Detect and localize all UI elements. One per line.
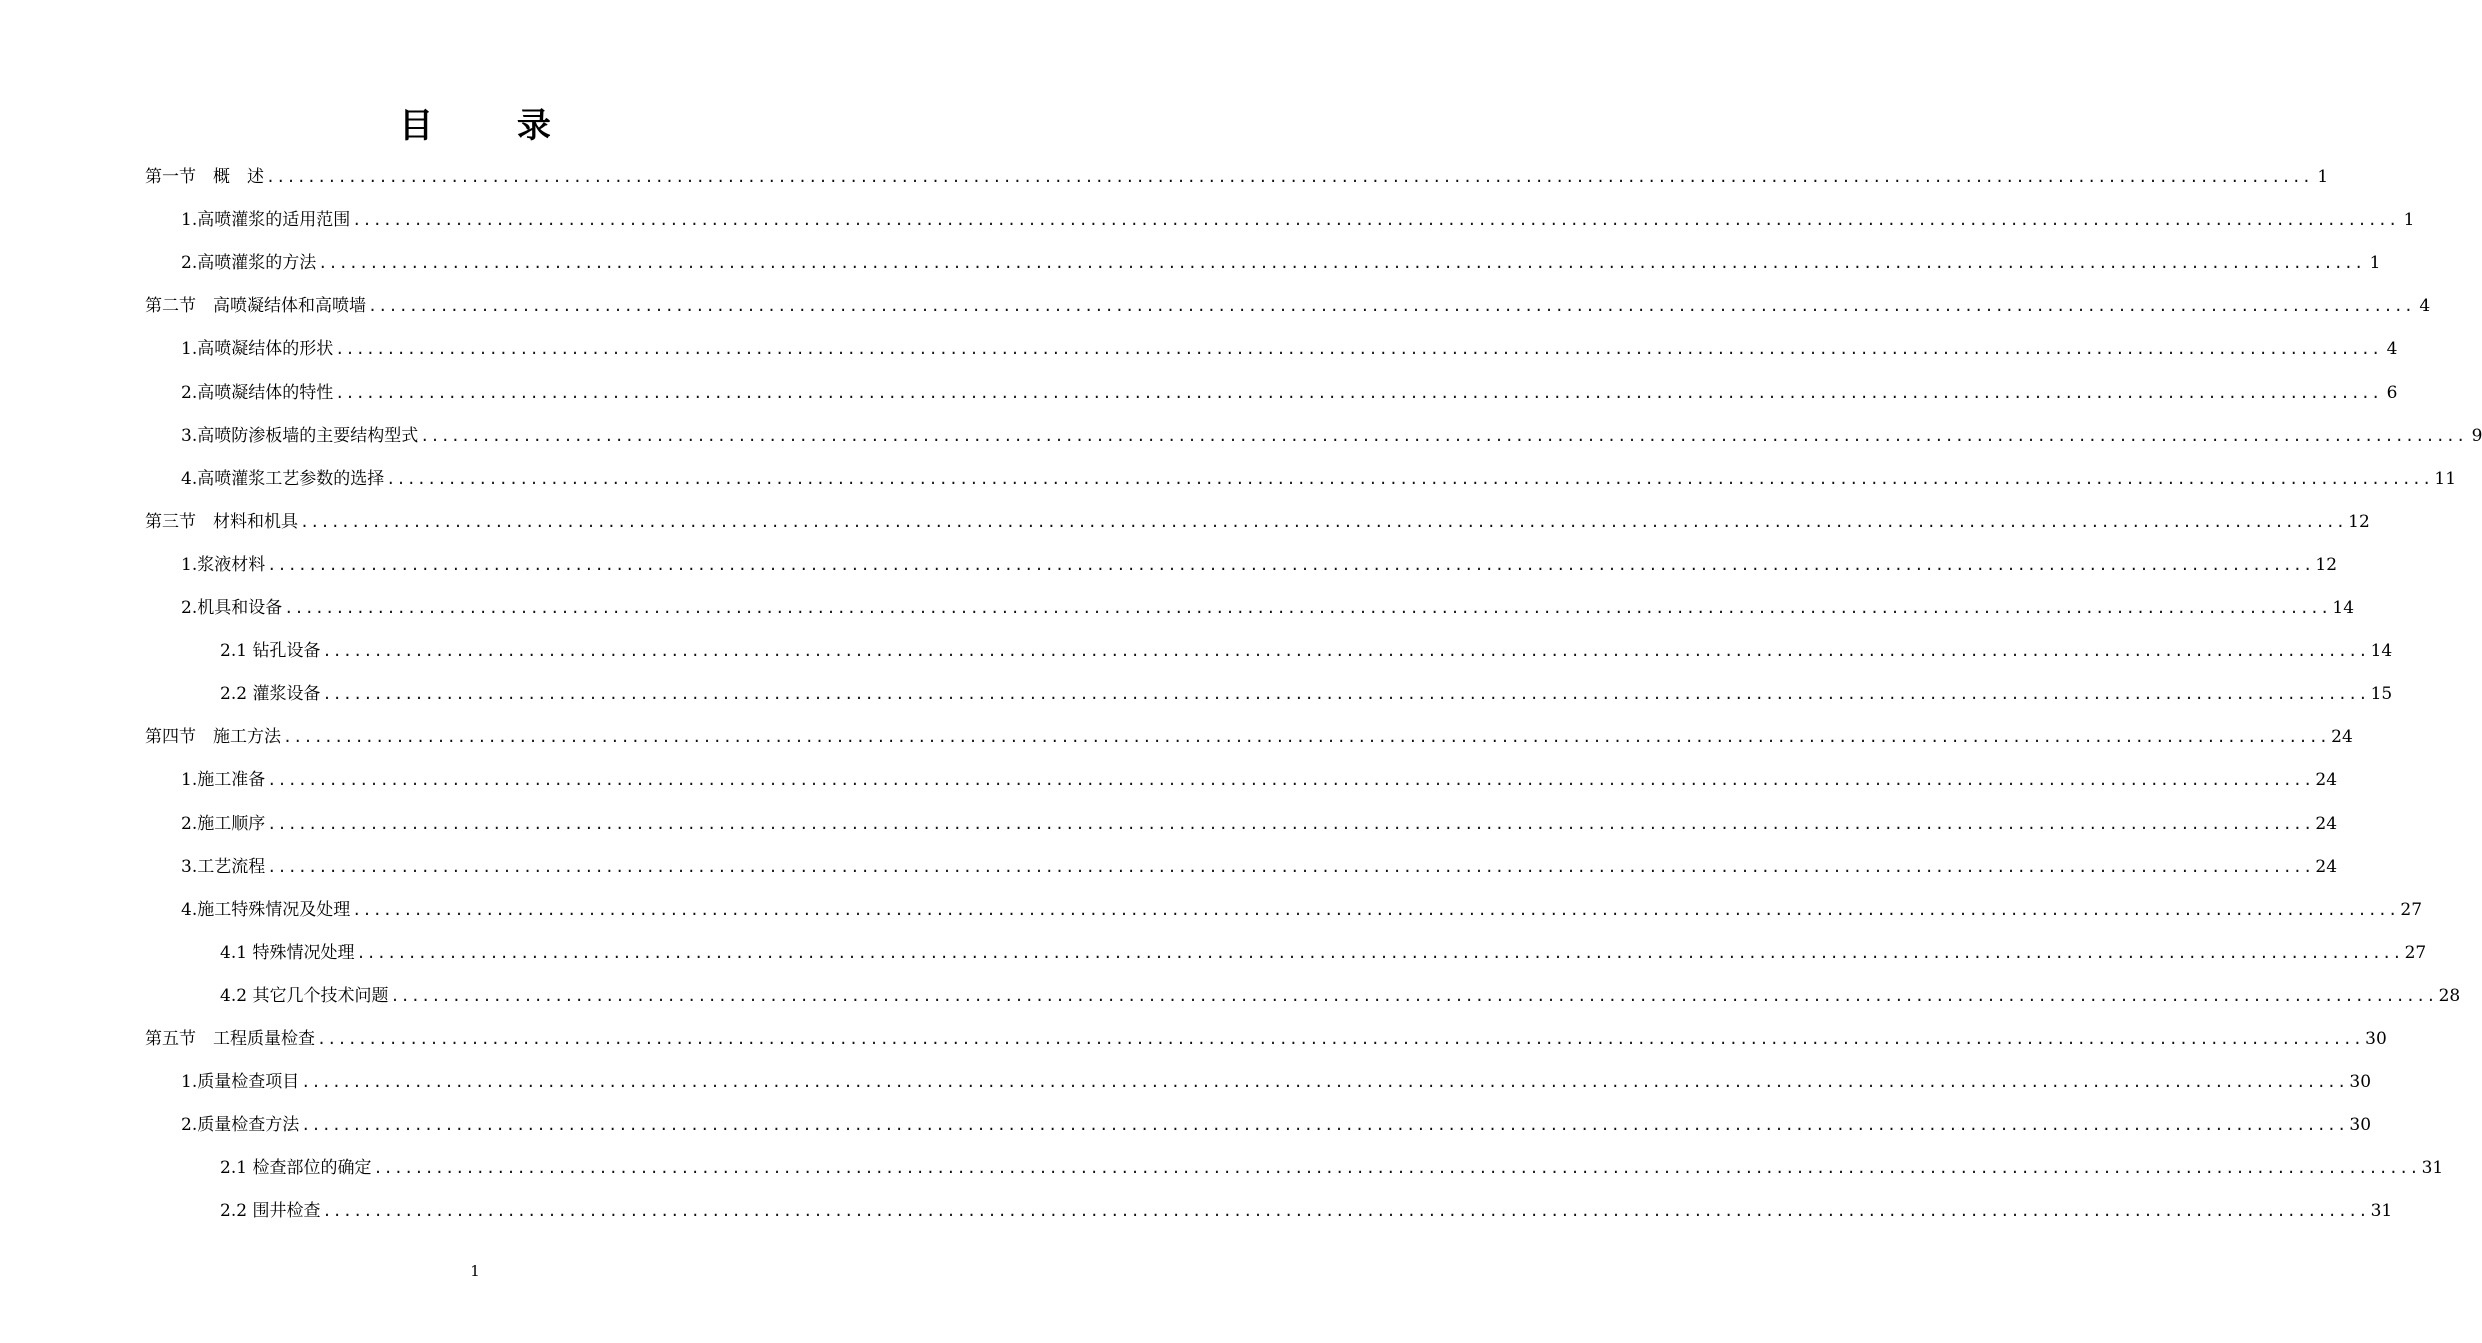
toc-entry[interactable] (181, 421, 2482, 451)
toc-entry-label: 4.1 特殊情况处理 (220, 942, 355, 963)
toc-entry[interactable] (220, 1153, 2444, 1183)
toc-entry-label: 4.高喷灌浆工艺参数的选择 (181, 468, 385, 489)
toc-entry[interactable] (181, 378, 2398, 408)
dot-leader: ........................................................................................................................................................................................................ (267, 771, 2314, 790)
toc-entry[interactable] (181, 205, 2415, 235)
toc-entry[interactable] (145, 722, 2353, 752)
toc-entry[interactable] (220, 1196, 2393, 1226)
dot-leader: ........................................................................................................................................................................................................ (284, 599, 2331, 617)
toc-entry[interactable] (181, 1067, 2372, 1097)
dot-leader: ........................................................................................................................................................................................................ (322, 685, 2369, 704)
toc-entry-page: 30 (2349, 1115, 2372, 1136)
dot-leader: ........................................................................................................................................................................................................ (386, 469, 2433, 488)
toc-entry-label: 2.2 灌浆设备 (220, 684, 321, 705)
toc-entry-label: 2.2 围井检查 (220, 1201, 321, 1222)
dot-leader: ........................................................................................................................................................................................................ (352, 900, 2399, 919)
dot-leader: ........................................................................................................................................................................................................ (283, 728, 2330, 747)
toc-entry-label: 3.工艺流程 (181, 856, 266, 877)
toc-entry-page: 27 (2400, 899, 2423, 920)
toc-entry[interactable] (220, 981, 2461, 1011)
dot-leader: ........................................................................................................................................................................................................ (318, 254, 2365, 273)
toc-entry-label: 1.高喷灌浆的适用范围 (181, 210, 351, 231)
toc-entry-page: 31 (2421, 1158, 2444, 1179)
dot-leader: ........................................................................................................................................................................................................ (373, 1159, 2420, 1178)
toc-entry-label: 第四节 施工方法 (145, 727, 281, 748)
toc-entry[interactable] (181, 593, 2355, 623)
toc-entry[interactable] (145, 507, 2370, 537)
toc-entry[interactable] (181, 334, 2398, 364)
toc-entry[interactable] (145, 162, 2329, 192)
toc-entry-page: 27 (2404, 942, 2427, 963)
toc-entry-page: 4 (2386, 339, 2398, 360)
toc-entry-label: 1.浆液材料 (181, 554, 266, 575)
dot-leader: ........................................................................................................................................................................................................ (317, 1030, 2364, 1048)
toc-entry-label: 第一节 概 述 (145, 167, 264, 187)
toc-entry-label: 2.高喷灌浆的方法 (181, 253, 317, 274)
toc-entry-page: 6 (2386, 382, 2398, 403)
toc-entry-label: 4.2 其它几个技术问题 (220, 985, 389, 1006)
toc-entry-page: 28 (2438, 985, 2461, 1006)
toc-entry-label: 2.1 检查部位的确定 (220, 1158, 372, 1179)
toc-entry[interactable] (181, 1110, 2372, 1140)
dot-leader: ........................................................................................................................................................................................................ (390, 986, 2437, 1005)
toc-entry-page: 14 (2332, 598, 2355, 618)
toc-entry-page: 1 (2403, 210, 2415, 231)
toc-entry-label: 4.施工特殊情况及处理 (181, 899, 351, 920)
dot-leader: ........................................................................................................................................................................................................ (420, 426, 2467, 445)
toc-entry-label: 第三节 材料和机具 (145, 511, 298, 532)
toc-entry-page: 9 (2471, 425, 2482, 446)
toc-entry-label: 2.施工顺序 (181, 813, 266, 834)
toc-entry[interactable] (181, 464, 2457, 494)
toc-entry-page: 1 (2317, 167, 2329, 187)
toc-entry-label: 第二节 高喷凝结体和高喷墙 (145, 296, 366, 317)
toc-entry-label: 3.高喷防渗板墙的主要结构型式 (181, 425, 419, 446)
toc-entry-label: 1.高喷凝结体的形状 (181, 339, 334, 360)
toc-entry-page: 14 (2370, 641, 2393, 662)
dot-leader: ........................................................................................................................................................................................................ (322, 642, 2369, 661)
toc-entry[interactable] (181, 852, 2338, 882)
dot-leader: ........................................................................................................................................................................................................ (335, 383, 2382, 402)
dot-leader: ........................................................................................................................................................................................................ (301, 1073, 2348, 1092)
toc-entry-page: 12 (2348, 511, 2370, 532)
toc-entry[interactable] (145, 1024, 2387, 1054)
toc-entry-page: 4 (2419, 296, 2431, 317)
toc-entry-page: 30 (2349, 1072, 2372, 1093)
page-number: 1 (470, 1262, 480, 1280)
dot-leader: ........................................................................................................................................................................................................ (266, 168, 2313, 186)
toc-entry-label: 第五节 工程质量检查 (145, 1029, 315, 1049)
toc-entry[interactable] (181, 550, 2338, 580)
toc-entry[interactable] (181, 895, 2423, 925)
toc-entry-label: 1.施工准备 (181, 770, 266, 791)
toc-entry[interactable] (181, 248, 2381, 278)
dot-leader: ........................................................................................................................................................................................................ (267, 555, 2314, 574)
toc-entry[interactable] (220, 938, 2427, 968)
toc-entry-page: 11 (2434, 468, 2457, 489)
toc-entry-page: 24 (2315, 813, 2338, 834)
toc-entry-label: 2.高喷凝结体的特性 (181, 382, 334, 403)
toc-entry-page: 24 (2315, 770, 2338, 791)
toc-entry-page: 1 (2369, 253, 2381, 274)
toc-entry-label: 1.质量检查项目 (181, 1072, 300, 1093)
toc-entry-page: 12 (2315, 554, 2338, 575)
dot-leader: ........................................................................................................................................................................................................ (352, 211, 2399, 230)
dot-leader: ........................................................................................................................................................................................................ (301, 1116, 2348, 1135)
toc-entry[interactable] (181, 765, 2338, 795)
dot-leader: ........................................................................................................................................................................................................ (267, 814, 2314, 833)
toc-entry-page: 15 (2370, 684, 2393, 705)
toc-entry[interactable] (220, 679, 2393, 709)
toc-entry[interactable] (181, 809, 2338, 839)
toc-entry-label: 2.质量检查方法 (181, 1115, 300, 1136)
toc-entry[interactable] (145, 291, 2431, 321)
toc-entry-page: 24 (2315, 856, 2338, 877)
toc-entry-page: 30 (2365, 1029, 2387, 1049)
toc-entry-page: 31 (2370, 1201, 2393, 1222)
toc-entry[interactable] (220, 636, 2393, 666)
dot-leader: ........................................................................................................................................................................................................ (300, 512, 2347, 531)
toc-entry-page: 24 (2331, 727, 2353, 748)
page-title: 目 录 (399, 106, 587, 146)
toc-entry-label: 2.1 钻孔设备 (220, 641, 321, 662)
dot-leader: ........................................................................................................................................................................................................ (356, 943, 2403, 962)
dot-leader: ........................................................................................................................................................................................................ (335, 340, 2382, 359)
dot-leader: ........................................................................................................................................................................................................ (322, 1202, 2369, 1221)
dot-leader: ........................................................................................................................................................................................................ (368, 297, 2415, 316)
dot-leader: ........................................................................................................................................................................................................ (267, 857, 2314, 876)
toc-entry-label: 2.机具和设备 (181, 598, 283, 618)
